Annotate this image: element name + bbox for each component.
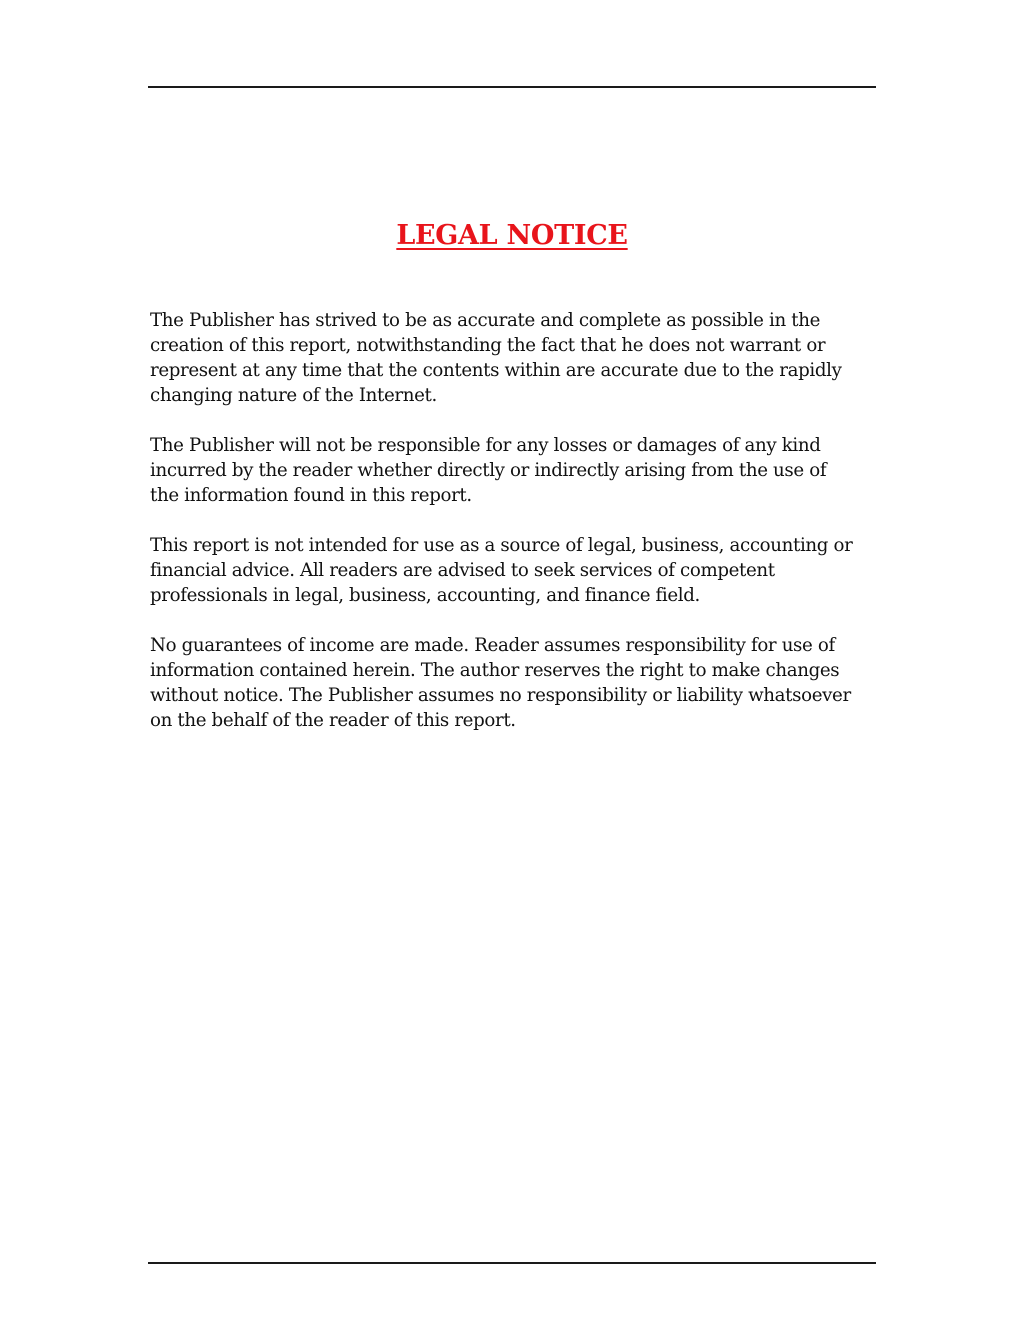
paragraph-liability: The Publisher will not be responsible for any losses or damages of any kind incurred by the reader whether directly or indirectly arising from the use of the information found in this report.: [150, 435, 827, 506]
footer-rule: [148, 1262, 876, 1264]
legal-notice-body: [150, 308, 856, 758]
page-title: LEGAL NOTICE: [396, 220, 628, 251]
paragraph-accuracy: The Publisher has strived to be as accurate and complete as possible in the creation of this report, notwithstanding the fact that he does not warrant or represent at any time that the contents within are accurate due to the rapidly changing nature of the Internet.: [150, 310, 842, 406]
paragraph-advice: This report is not intended for use as a source of legal, business, accounting or financial advice. All readers are advised to seek services of competent professionals in legal, business, accounting, and finance field.: [150, 535, 853, 606]
paragraph-income: No guarantees of income are made. Reader assumes responsibility for use of information contained herein. The author reserves the right to make changes without notice. The Publisher assumes no responsibility or liability whatsoever on the behalf of the reader of this report.: [150, 635, 851, 731]
header-rule: [148, 86, 876, 88]
